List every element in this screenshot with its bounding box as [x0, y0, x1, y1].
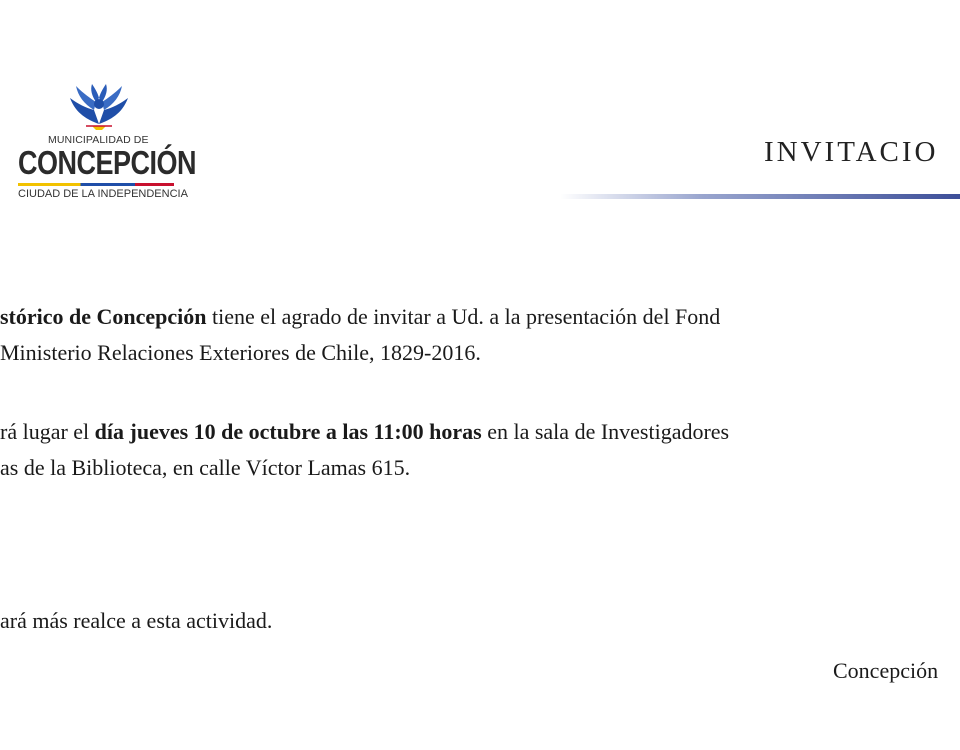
title-underline: [560, 194, 960, 199]
page-title: INVITACIO: [764, 136, 939, 168]
paragraph-event-date-bold: día jueves 10 de octubre a las 11:00 horas: [94, 419, 482, 444]
municipal-logo: [18, 84, 197, 202]
condor-emblem-icon: [66, 84, 132, 130]
logo-main-text: CONCEPCIÓN: [18, 144, 197, 182]
paragraph-event-rest: en la sala de Investigadores: [481, 419, 730, 444]
logo-flag-line: [18, 183, 174, 186]
logo-top-text: MUNICIPALIDAD DE: [48, 134, 149, 146]
paragraph-invitation-rest: tiene el agrado de invitar a Ud. a la presentación del Fond: [206, 304, 721, 329]
paragraph-event-start: rá lugar el: [0, 419, 95, 444]
closing-location: Concepción: [833, 658, 939, 683]
paragraph-invitation-line2: Ministerio Relaciones Exteriores de Chile, 1829-2016.: [0, 340, 481, 365]
paragraph-event-line2: as de la Biblioteca, en calle Víctor Lamas 615.: [0, 455, 411, 480]
paragraph-closing-remark: ará más realce a esta actividad.: [0, 608, 273, 633]
paragraph-invitation-bold: stórico de Concepción: [0, 304, 207, 329]
logo-sub-text: CIUDAD DE LA INDEPENDENCIA: [18, 188, 188, 200]
paragraph-event-details: [0, 414, 729, 486]
paragraph-invitation: [0, 299, 720, 371]
